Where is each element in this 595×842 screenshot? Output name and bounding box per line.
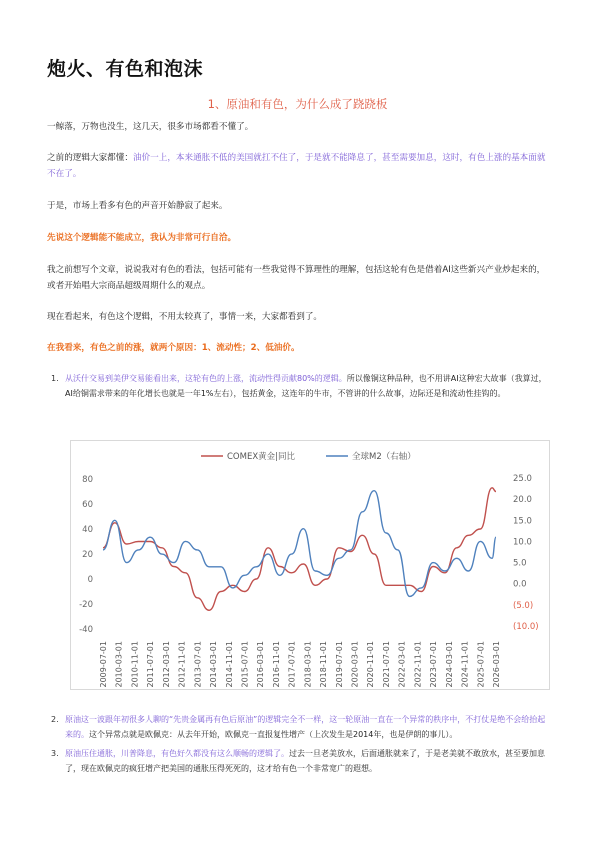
x-axis-tick-label: 2018-03-01 bbox=[303, 641, 313, 688]
list-item-text: 过去一旦老美放水，后面通胀就来了，于是老美就不敢放水，甚至要加息了，现在欧佩克的疯狂增产把美国的通胀压得死死的，这才给有色一个非常宽广的遐想。 bbox=[65, 749, 545, 773]
x-axis-tick-label: 2024-03-01 bbox=[444, 641, 454, 688]
x-axis-tick-label: 2015-07-01 bbox=[240, 641, 250, 688]
x-axis-tick-label: 2016-03-01 bbox=[256, 641, 266, 688]
chart-canvas bbox=[71, 441, 549, 689]
x-axis-tick-label: 2020-11-01 bbox=[366, 641, 376, 688]
x-axis-tick-label: 2012-03-01 bbox=[161, 641, 171, 688]
x-axis-tick-label: 2022-03-01 bbox=[397, 641, 407, 688]
list-item-text: 所以像铜这种品种，也不用讲AI这种宏大故事（我算过，AI给铜需求带来的年化增长也就是一年1%左右），包括黄金，这连年的牛市，不管讲的什么故事，边际还是和流动性挂钩的。 bbox=[65, 374, 547, 398]
article-title: 炮火、有色和泡沫 bbox=[47, 58, 204, 80]
x-axis-tick-label: 2009-07-01 bbox=[99, 641, 108, 688]
x-axis-tick-label: 2026-03-01 bbox=[492, 641, 501, 688]
list-number: 2. bbox=[51, 715, 59, 724]
x-axis-tick-label: 2025-07-01 bbox=[476, 641, 486, 688]
x-axis-tick-label: 2014-03-01 bbox=[209, 641, 219, 688]
x-axis-tick-label: 2021-07-01 bbox=[381, 641, 391, 688]
left-axis-tick-label: 40 bbox=[82, 525, 93, 535]
x-axis-tick-label: 2010-11-01 bbox=[130, 641, 140, 688]
list-item-highlight: 从沃什交易到美伊交易能看出来，这轮有色的上涨，流动性得贡献80%的逻辑。 bbox=[65, 374, 347, 383]
x-axis-tick-label: 2020-03-01 bbox=[350, 641, 360, 688]
x-axis-tick-label: 2010-03-01 bbox=[114, 641, 124, 688]
paragraph-2-prefix: 之前的逻辑大家都懂： bbox=[47, 153, 133, 163]
left-axis-tick-label: 80 bbox=[82, 475, 93, 485]
reason-list-2 bbox=[47, 712, 552, 776]
paragraph-6: 现在看起来，有色这个逻辑，不用太较真了，事情一来，大家都看到了。 bbox=[47, 312, 323, 322]
left-axis-tick-label: 60 bbox=[82, 500, 93, 510]
list-number: 3. bbox=[51, 749, 59, 758]
paragraph-7-emphasis: 在我看来，有色之前的涨，就两个原因：1、流动性；2、低油价。 bbox=[47, 343, 300, 353]
gold-yoy-series-line bbox=[103, 488, 496, 611]
right-axis-tick-label: 10.0 bbox=[513, 537, 532, 548]
line-chart bbox=[70, 440, 550, 690]
section-heading: 1、原油和有色，为什么成了跷跷板 bbox=[207, 97, 388, 111]
list-item bbox=[47, 746, 552, 776]
list-number: 1. bbox=[51, 374, 59, 383]
right-axis-tick-label: 20.0 bbox=[513, 495, 532, 506]
list-item-text: 这个异常点就是欧佩克：从去年开始，欧佩克一直报复性增产（上次发生是2014年，也是伊朗的事儿）。 bbox=[89, 730, 458, 739]
x-axis-tick-label: 2014-11-01 bbox=[224, 641, 234, 688]
paragraph-2 bbox=[47, 150, 552, 182]
right-axis-tick-label: 5.0 bbox=[513, 558, 527, 569]
right-axis-tick-label: 15.0 bbox=[513, 516, 532, 527]
x-axis-tick-label: 2024-11-01 bbox=[460, 641, 470, 688]
right-axis-tick-label: (10.0) bbox=[513, 622, 539, 632]
chart-axes bbox=[79, 474, 538, 688]
x-axis-tick-label: 2018-11-01 bbox=[319, 641, 329, 688]
global-m2-series-line bbox=[103, 491, 496, 597]
list-item-highlight: 原油这一波跟年初很多人聊的“先贵金属再有色后原油”的逻辑完全不一样，这一轮原油一直在一个异常的秩序中，不打仗是绝不会给抬起来的。 bbox=[65, 715, 546, 739]
x-axis-tick-label: 2022-11-01 bbox=[413, 641, 423, 688]
list-item bbox=[47, 371, 552, 401]
paragraph-5: 我之前想写个文章，说说我对有色的看法，包括可能有一些我觉得不算理性的理解，包括这轮有色是借着AI这些新兴产业炒起来的，或者开始唱大宗商品超级周期什么的观点。 bbox=[47, 265, 546, 291]
left-axis-tick-label: 0 bbox=[87, 575, 93, 585]
x-axis-tick-label: 2023-07-01 bbox=[429, 641, 439, 688]
legend-label: 全球M2（右轴） bbox=[352, 452, 416, 462]
legend-label: COMEX黄金|同比 bbox=[227, 452, 296, 462]
left-axis-tick-label: -40 bbox=[79, 625, 93, 635]
x-axis-tick-label: 2011-07-01 bbox=[146, 641, 156, 688]
right-axis-tick-label: (5.0) bbox=[513, 600, 534, 611]
list-item-highlight: 原油压住通胀，川普降息，有色好久都没有这么顺畅的逻辑了。 bbox=[65, 749, 289, 758]
x-axis-tick-label: 2019-07-01 bbox=[334, 641, 344, 688]
left-axis-tick-label: -20 bbox=[79, 600, 93, 610]
list-item bbox=[47, 712, 552, 742]
right-axis-tick-label: 0.0 bbox=[513, 579, 527, 590]
chart-legend bbox=[201, 451, 416, 462]
paragraph-1: 一鲸落，万物也没生，这几天，很多市场都看不懂了。 bbox=[47, 122, 254, 132]
left-axis-tick-label: 20 bbox=[82, 550, 93, 560]
reason-list-1 bbox=[47, 371, 552, 401]
x-axis-tick-label: 2012-11-01 bbox=[177, 641, 187, 688]
chart-lines bbox=[103, 488, 496, 611]
paragraph-2-highlight: 油价一上，本来通胀不低的美国就扛不住了，于是就不能降息了，甚至需要加息，这时，有色上涨的基本面就不在了。 bbox=[47, 153, 546, 179]
paragraph-3: 于是，市场上看多有色的声音开始静寂了起来。 bbox=[47, 201, 228, 211]
paragraph-4-emphasis: 先说这个逻辑能不能成立，我认为非常可行自洽。 bbox=[47, 233, 237, 243]
x-axis-tick-label: 2016-11-01 bbox=[271, 641, 281, 688]
x-axis-tick-label: 2017-07-01 bbox=[287, 641, 297, 688]
x-axis-tick-label: 2013-07-01 bbox=[193, 641, 203, 688]
right-axis-tick-label: 25.0 bbox=[513, 474, 532, 484]
